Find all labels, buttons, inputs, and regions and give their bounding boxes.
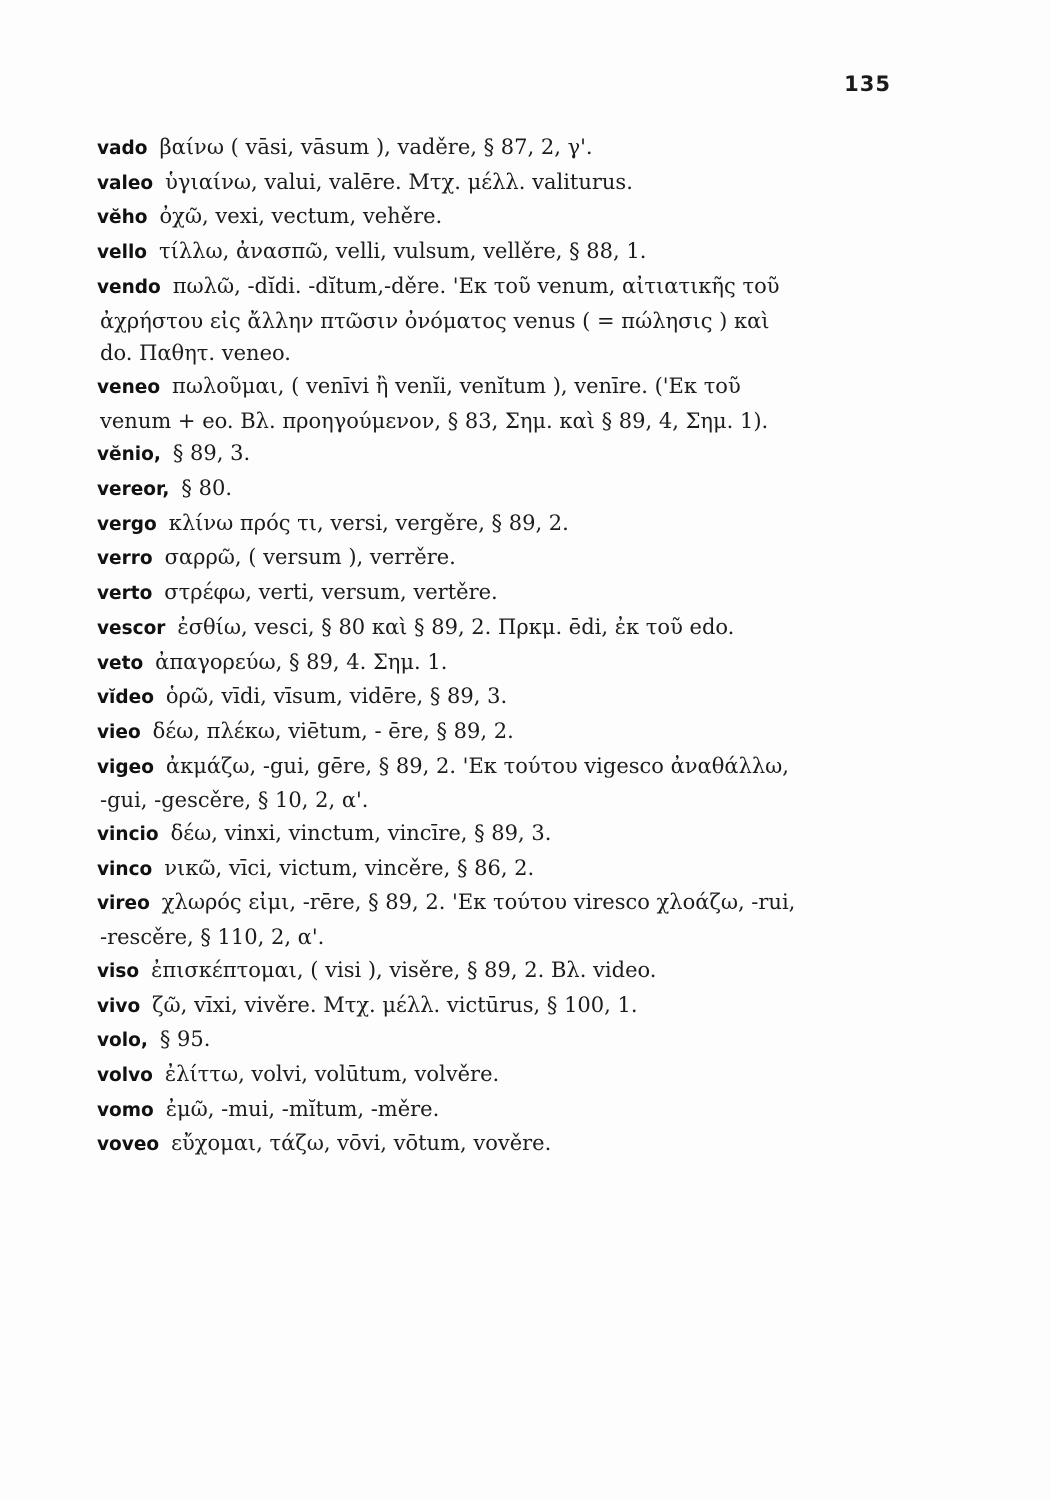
definition-line: πωλοῦμαι, ( venīvi ἢ venĭi, venĭtum ), venīre. ('Εκ τοῦ [172,373,741,398]
definition-line: ἐσθίω, vesci, § 80 καὶ § 89, 2. Πρκμ. ēdi, ἐκ τοῦ edo. [177,614,735,639]
definition-line: ζῶ, vīxi, vivěre. Μτχ. μέλλ. victūrus, § 100, 1. [152,992,638,1017]
entry-verto [97,576,917,611]
definition-line: κλίνω πρός τι, versi, vergěre, § 89, 2. [168,510,569,535]
page-number: 135 [844,72,891,96]
headword: viso [97,960,140,982]
definition-line: εὔχομαι, τάζω, vōvi, vōtum, vověre. [171,1131,552,1156]
headword: volo, [97,1030,148,1052]
definition-line: ὑγιαίνω, valui, valēre. Μτχ. μέλλ. valiturus. [165,169,633,194]
entry-vigeo [97,750,917,817]
continuation-line: do. Παθητ. veneo. [100,341,291,366]
entry-vendo [97,270,917,370]
entry-vereor [97,472,917,507]
definition-line: δέω, πλέκω, viētum, - ēre, § 89, 2. [152,718,514,743]
headword: vincio [97,824,159,846]
continuation-line: -gui, -gescěre, § 10, 2, α'. [100,788,369,813]
definition-line: ὁρῶ, vīdi, vīsum, vidēre, § 89, 3. [165,684,508,709]
definition-line: δέω, vinxi, vinctum, vincīre, § 89, 3. [170,821,552,846]
headword: vomo [97,1099,154,1121]
entry-vieo [97,715,917,750]
headword: vĭdeo [97,687,154,709]
entry-veho [97,200,917,235]
headword: vereor, [97,479,170,501]
definition-line: σαρρῶ, ( versum ), verrěre. [164,545,456,570]
entry-list [97,131,917,1162]
entry-voveo [97,1127,917,1162]
entry-vomo [97,1093,917,1128]
definition-line: ἀκμάζω, -gui, gēre, § 89, 2. 'Εκ τούτου vigesco ἀναθάλλω, [165,753,789,778]
definition-line: βαίνω ( vāsi, vāsum ), vaděre, § 87, 2, γ'. [159,135,593,159]
continuation-line: -rescěre, § 110, 2, α'. [100,925,325,950]
definition-line: ἀπαγορεύω, § 89, 4. Σημ. 1. [155,649,448,674]
entry-volvo [97,1058,917,1093]
headword: vinco [97,858,153,880]
entry-viso [97,954,917,989]
definition-line: ὀχῶ, vexi, vectum, vehěre. [159,204,443,229]
entry-vincio [97,817,917,852]
definition-line: πωλῶ, -dĭdi. -dĭtum,-děre. 'Εκ τοῦ venum, αἰτιατικῆς τοῦ [172,273,780,298]
headword: vergo [97,513,157,535]
headword: vĕnio, [97,444,161,466]
headword: vescor [97,617,166,639]
definition-line: ἐπισκέπτομαι, ( visi ), visěre, § 89, 2. Βλ. video. [151,957,657,982]
entry-venio [97,437,917,472]
definition-line: στρέφω, verti, versum, vertěre. [164,580,498,605]
headword: vĕho [97,207,148,229]
definition-line: § 80. [181,476,232,501]
definition-line: χλωρός εἰμι, -rēre, § 89, 2. 'Εκ τούτου viresco χλοάζω, -rui, [161,890,796,915]
definition-line: νικῶ, vīci, victum, vincěre, § 86, 2. [164,855,535,880]
entry-vergo [97,507,917,542]
headword: verro [97,548,153,570]
headword: valeo [97,172,154,194]
entry-volo [97,1023,917,1058]
headword: vendo [97,276,161,298]
headword: veto [97,652,144,674]
continuation-line: venum + eo. Βλ. προηγούμενον, § 83, Σημ. καὶ § 89, 4, Σημ. 1). [100,408,769,433]
entry-veto [97,646,917,681]
headword: vello [97,242,147,264]
entry-veneo [97,370,917,437]
entry-vado [97,131,917,166]
entry-verro [97,541,917,576]
entry-vinco [97,852,917,887]
headword: voveo [97,1134,160,1156]
definition-line: τίλλω, ἀνασπῶ, velli, vulsum, vellěre, § 88, 1. [159,239,647,264]
definition-line: § 95. [159,1027,211,1052]
headword: verto [97,583,153,605]
headword: vado [97,138,148,159]
entry-vescor [97,611,917,646]
headword: veneo [97,376,161,398]
headword: volvo [97,1064,153,1086]
definition-line: ἐλίττω, volvi, volūtum, volvěre. [164,1061,500,1086]
definition-line: ἐμῶ, -mui, -mĭtum, -měre. [165,1096,440,1121]
headword: vivo [97,995,141,1017]
definition-line: § 89, 3. [172,441,251,466]
headword: vigeo [97,756,154,778]
headword: vireo [97,893,150,915]
entry-video [97,680,917,715]
entry-vireo [97,886,917,953]
entry-vello [97,235,917,270]
entry-valeo [97,166,917,201]
continuation-line: ἀχρήστου εἰς ἄλλην πτῶσιν ὀνόματος venus ( = πώλησις ) καὶ [100,308,770,333]
entry-vivo [97,989,917,1024]
headword: vieo [97,721,141,743]
